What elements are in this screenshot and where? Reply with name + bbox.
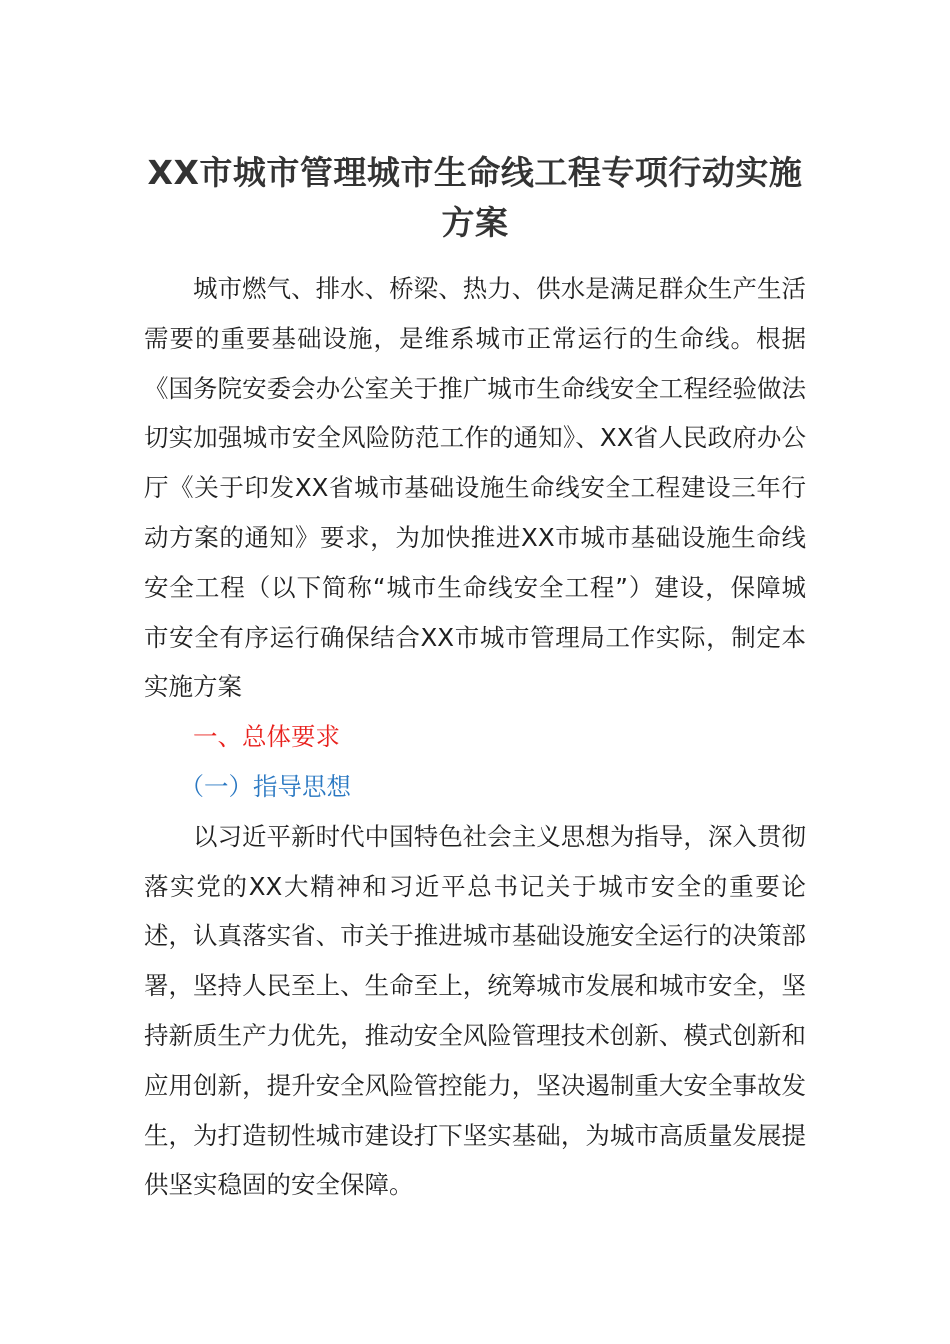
subsection-heading-guiding-ideology: （一）指导思想 — [179, 771, 352, 801]
guiding-ideology-paragraph: 以习近平新时代中国特色社会主义思想为指导，深入贯彻落实党的XX大精神和习近平总书记关于城市安全的重要论述，认真落实省、市关于推进城市基础设施安全运行的决策部署，坚持人民至上、生命至上，统筹城市发展和城市安全，坚持新质生产力优先，推动安全风险管理技术创新、模式创新和应用创新，提升安全风险管控能力，坚决遏制重大安全事故发生，为打造韧性城市建设打下坚实基础，为城市高质量发展提供坚实稳固的安全保障。 — [144, 821, 806, 1200]
title-spacer — [144, 248, 806, 264]
intro-paragraph: 城市燃气、排水、桥梁、热力、供水是满足群众生产生活需要的重要基础设施，是维系城市正常运行的生命线。根据《国务院安委会办公室关于推广城市生命线安全工程经验做法切实加强城市安全风险防范工作的通知》、XX省人民政府办公厅《关于印发XX省城市基础设施生命线安全工程建设三年行动方案的通知》要求，为加快推进XX市城市基础设施生命线安全工程（以下简称“城市生命线安全工程”）建设，保障城市安全有序运行确保结合XX市城市管理局工作实际，制定本实施方案 — [144, 274, 806, 702]
section-heading-general-requirements: 一、总体要求 — [193, 722, 340, 752]
document-title: XX市城市管理城市生命线工程专项行动实施方案 — [147, 153, 803, 242]
document-body — [144, 148, 806, 1210]
